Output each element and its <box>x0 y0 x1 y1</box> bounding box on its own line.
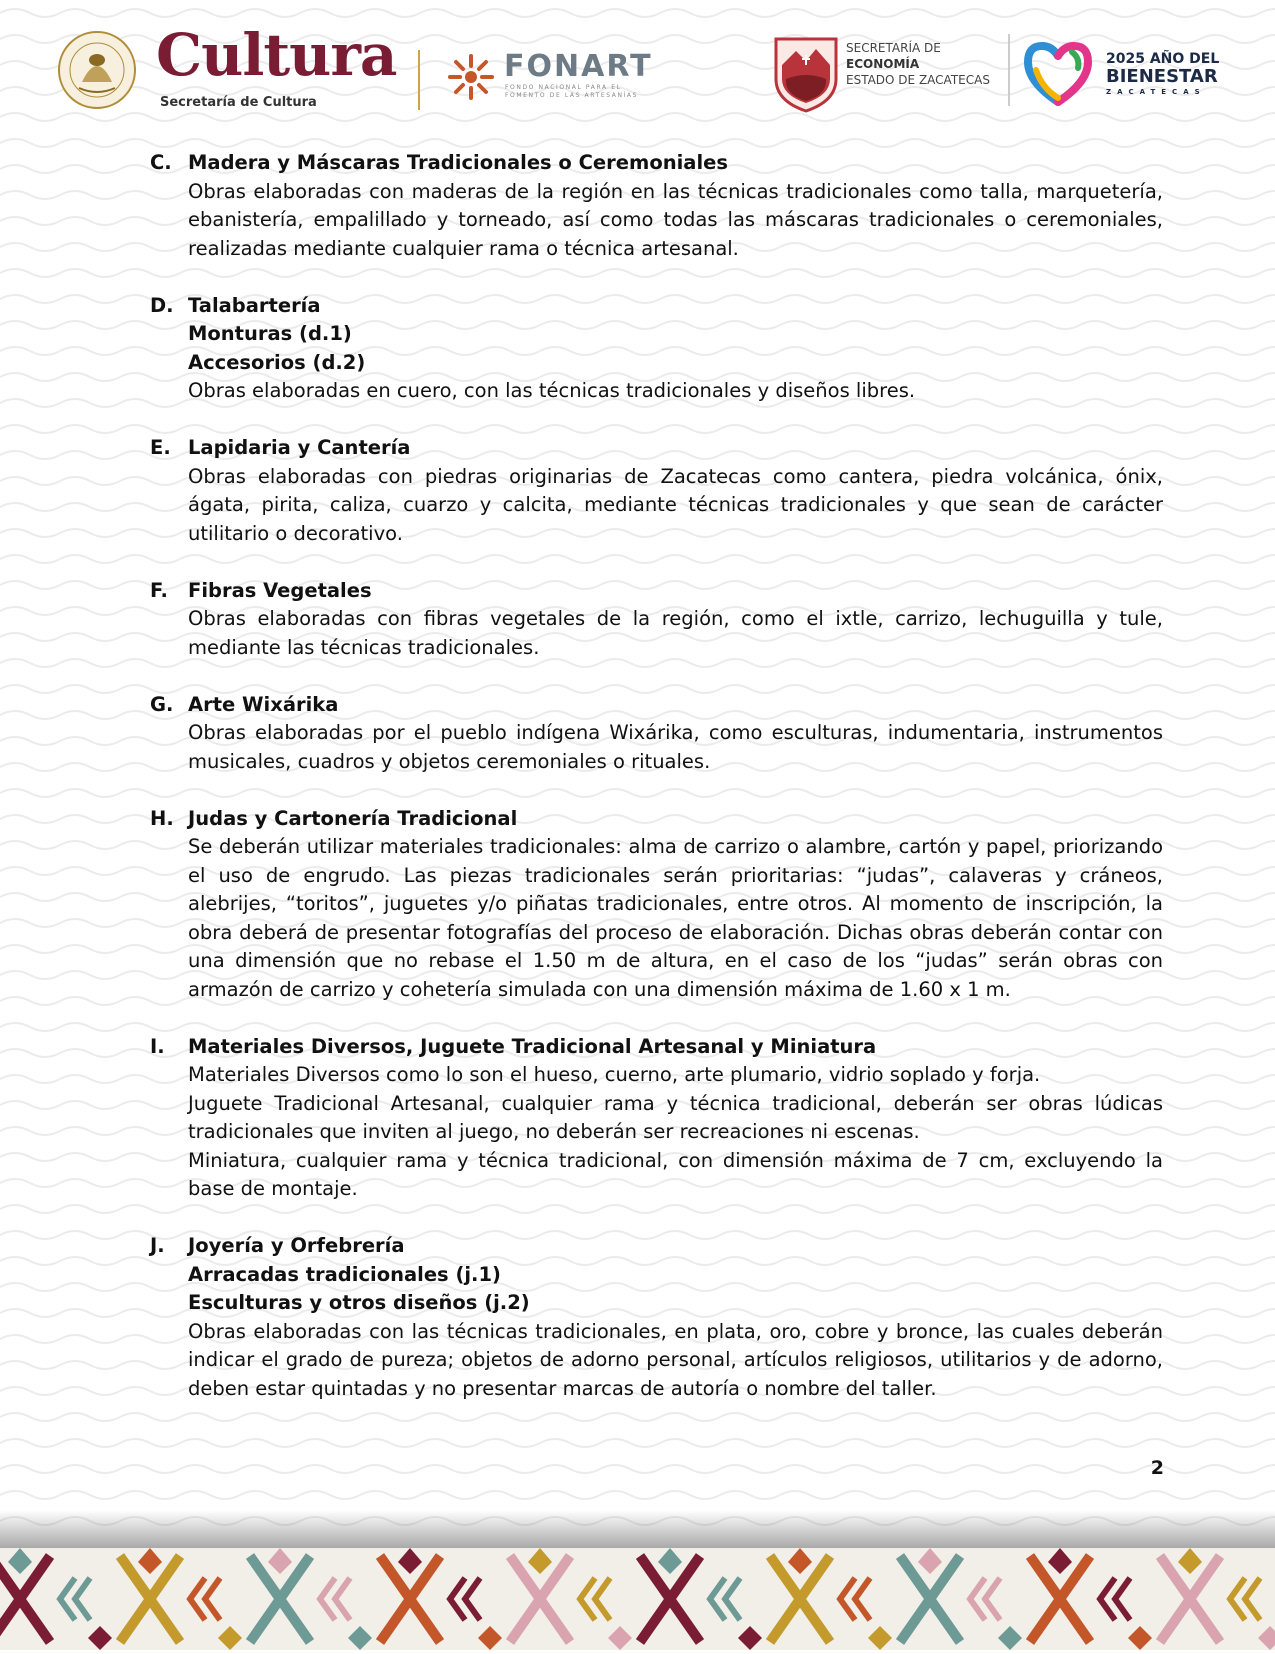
section-text: Obras elaboradas por el pueblo indígena Wixárika, como esculturas, indumentaria, instrumentos musicales, cuadros y objetos ceremoniales o rituales. <box>188 721 1163 773</box>
section-h <box>150 805 1163 1005</box>
section-text: Obras elaboradas con las técnicas tradicionales, en plata, oro, cobre y bronce, las cuales deberán indicar el grado de pureza; objetos de adorno personal, artículos religiosos, utilitarios y de adorno, deben estar quintadas y no presentar marcas de autoría o nombre del taller. <box>188 1319 1163 1400</box>
footer-motif <box>900 1548 1022 1650</box>
footer-motif <box>380 1548 502 1650</box>
economia-line1: SECRETARÍA DE <box>846 41 941 55</box>
header-divider <box>1008 34 1010 106</box>
section-title: Madera y Máscaras Tradicionales o Ceremoniales <box>188 151 728 174</box>
section-letter: E. <box>150 436 171 459</box>
section-text: Materiales Diversos como lo son el hueso, cuerno, arte plumario, vidrio soplado y forja. <box>188 1063 1041 1086</box>
footer-shadow <box>0 1510 1275 1550</box>
footer-band <box>0 1548 1275 1650</box>
economia-line2: ECONOMÍA <box>846 57 920 71</box>
section-subtitle: Accesorios (d.2) <box>188 350 366 374</box>
section-text: Obras elaboradas con maderas de la región en las técnicas tradicionales como talla, marquetería, ebanistería, empalillado y torneado, así como todas las máscaras tradicionales o ceremoniales, realizadas mediante cualquier rama o técnica artesanal. <box>188 179 1163 260</box>
section-text: Obras elaboradas con piedras originarias de Zacatecas como cantera, piedra volcánica, ónix, ágata, pirita, caliza, cuarzo y calcita, mediante técnicas tradicionales y que sean de carácter utilitario o decorativo. <box>188 464 1163 545</box>
fonart-logo-subtitle: FONDO NACIONAL PARA EL FOMENTO DE LAS ARTESANÍAS <box>505 84 639 99</box>
section-text: Miniatura, cualquier rama y técnica tradicional, con dimensión máxima de 7 cm, excluyendo la base de montaje. <box>188 1148 1163 1200</box>
footer-motif <box>1160 1548 1275 1650</box>
section-subtitle: Esculturas y otros diseños (j.2) <box>188 1291 530 1314</box>
section-f <box>150 577 1163 663</box>
section-title: Joyería y Orfebrería <box>188 1234 405 1257</box>
section-j <box>150 1232 1163 1403</box>
fonart-logo-title: FONART <box>504 49 653 84</box>
section-letter: J. <box>150 1234 165 1257</box>
header-divider <box>418 50 420 110</box>
cultura-logo-subtitle: Secretaría de Cultura <box>160 95 317 110</box>
cultura-logo-title: Cultura <box>156 21 397 89</box>
secretaria-economia-logo-text <box>846 40 990 88</box>
section-d <box>150 292 1163 406</box>
section-letter: D. <box>150 293 174 317</box>
page-number: 2 <box>1150 1457 1164 1479</box>
section-title: Talabartería <box>188 293 321 317</box>
footer-motif <box>120 1548 242 1650</box>
section-title: Arte Wixárika <box>188 692 339 716</box>
section-title: Materiales Diversos, Juguete Tradicional Artesanal y Miniatura <box>188 1034 877 1058</box>
section-i <box>150 1033 1163 1204</box>
section-title: Lapidaria y Cantería <box>188 436 411 459</box>
bienestar-main: BIENESTAR <box>1106 66 1218 87</box>
footer-motif <box>0 1548 112 1650</box>
footer-motif <box>250 1548 372 1650</box>
footer-motif <box>510 1548 632 1650</box>
section-text: Obras elaboradas en cuero, con las técnicas tradicionales y diseños libres. <box>188 379 916 402</box>
section-title: Fibras Vegetales <box>188 578 372 602</box>
section-title: Judas y Cartonería Tradicional <box>188 806 518 830</box>
section-text: Se deberán utilizar materiales tradicionales: alma de carrizo o alambre, cartón y papel, priorizando el uso de engrudo. Las piezas tradicionales serán prioritarias: “judas”, calaveras y cráneos, alebrijes, “toritos”, juguetes y/o piñatas tradicionales, entre otros. Al momento de inscripción, la obra deberá de presentar fotografías del proceso de elaboración. Dichas obras deberán contar con una dimensión que no rebase el 1.50 m de altura, en el caso de los “judas” serán obras con armazón de carrizo y cohetería simulada con una dimensión máxima de 1.60 x 1 m. <box>188 835 1163 1001</box>
section-letter: G. <box>150 692 174 716</box>
footer-motif <box>640 1548 762 1650</box>
section-letter: C. <box>150 151 172 174</box>
footer-motif <box>770 1548 892 1650</box>
section-subtitle: Arracadas tradicionales (j.1) <box>188 1262 501 1286</box>
bienestar-sub: ZACATECAS <box>1106 88 1206 96</box>
section-c <box>150 149 1163 263</box>
section-text: Juguete Tradicional Artesanal, cualquier rama y técnica tradicional, deberán ser obras lúdicas tradicionales que inviten al juego, no deberán ser recreaciones ni escenas. <box>188 1091 1163 1143</box>
section-subtitle: Monturas (d.1) <box>188 322 352 345</box>
section-text: Obras elaboradas con fibras vegetales de la región, como el ixtle, carrizo, lechuguilla y tule, mediante las técnicas tradicionales. <box>188 607 1163 659</box>
page-header <box>0 0 1275 130</box>
mexico-seal-logo <box>57 30 137 110</box>
bienestar-heart-logo <box>1022 40 1094 106</box>
economia-line3: ESTADO DE ZACATECAS <box>846 73 990 87</box>
zacatecas-shield-logo <box>772 35 840 113</box>
section-letter: H. <box>150 806 174 830</box>
fonart-sun-icon <box>446 52 496 102</box>
section-letter: F. <box>150 578 168 602</box>
section-g <box>150 691 1163 777</box>
bienestar-year: 2025 AÑO DEL <box>1106 51 1220 67</box>
section-letter: I. <box>150 1034 165 1058</box>
footer-pattern <box>0 1548 1275 1650</box>
footer-motif <box>1030 1548 1152 1650</box>
document-body <box>150 149 1163 1432</box>
bienestar-logo-text <box>1106 52 1219 96</box>
section-e <box>150 434 1163 548</box>
